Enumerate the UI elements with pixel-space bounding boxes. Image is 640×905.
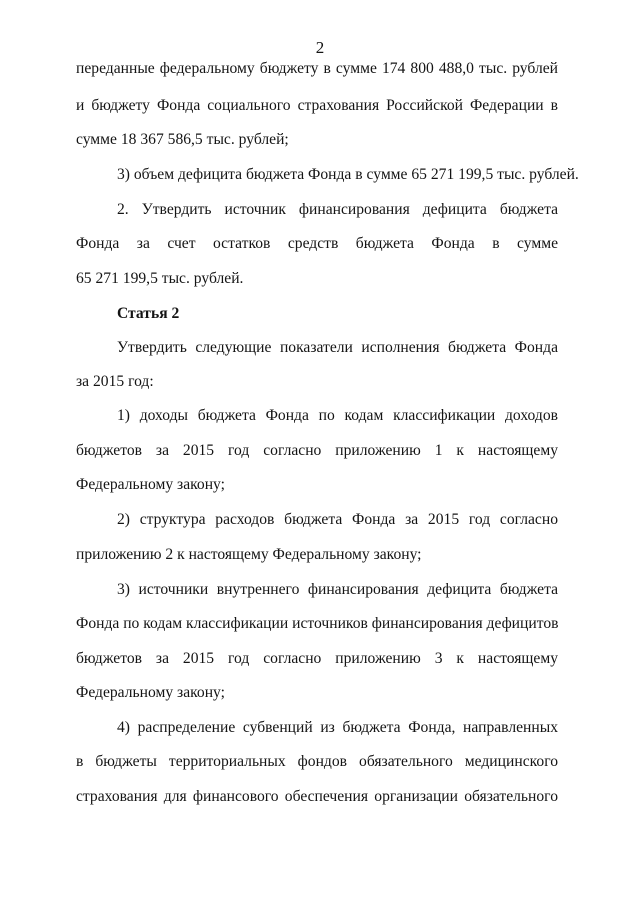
text-line: 2. Утвердить источник финансирования дефицита бюджета <box>117 201 558 218</box>
text-line: 3) источники внутреннего финансирования дефицита бюджета <box>117 581 558 598</box>
text-line: Федеральному закону; <box>76 476 225 493</box>
text-line: Утвердить следующие показатели исполнения бюджета Фонда <box>117 339 558 356</box>
text-line: в бюджеты территориальных фондов обязательного медицинского <box>76 753 558 770</box>
text-line: Фонда по кодам классификации источников финансирования дефицитов <box>76 615 559 632</box>
page-number: 2 <box>315 38 325 57</box>
text-line: приложению 2 к настоящему Федеральному закону; <box>76 546 422 563</box>
text-line: страхования для финансового обеспечения организации обязательного <box>76 788 558 805</box>
text-line: 1) доходы бюджета Фонда по кодам классификации доходов <box>117 407 558 424</box>
text-line: и бюджету Фонда социального страхования Российской Федерации в <box>76 97 558 114</box>
text-line: Фонда за счет остатков средств бюджета Фонда в сумме <box>76 235 558 252</box>
text-line: 2) структура расходов бюджета Фонда за 2015 год согласно <box>117 511 558 528</box>
text-line: за 2015 год: <box>76 373 154 390</box>
text-line: Федеральному закону; <box>76 684 225 701</box>
text-line: 65 271 199,5 тыс. рублей. <box>76 270 244 287</box>
text-line: переданные федеральному бюджету в сумме 174 800 488,0 тыс. рублей <box>76 60 558 77</box>
text-line: 3) объем дефицита бюджета Фонда в сумме 65 271 199,5 тыс. рублей. <box>117 166 579 183</box>
text-line: бюджетов за 2015 год согласно приложению 1 к настоящему <box>76 442 558 459</box>
text-line: бюджетов за 2015 год согласно приложению 3 к настоящему <box>76 650 558 667</box>
text-line: 4) распределение субвенций из бюджета Фонда, направленных <box>117 719 558 736</box>
text-line: сумме 18 367 586,5 тыс. рублей; <box>76 131 289 148</box>
article-heading: Статья 2 <box>117 305 180 322</box>
